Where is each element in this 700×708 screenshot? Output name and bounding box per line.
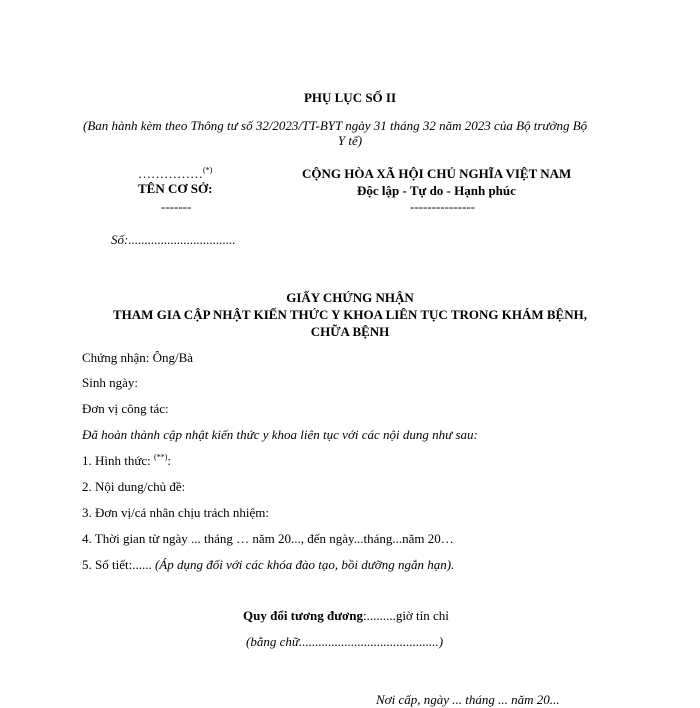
issued-note-line2: Y tế) [337,133,363,148]
field-workplace: Đơn vị công tác: [82,401,169,416]
conversion-words: (bằng chữ...........................................) [246,634,444,649]
field-dob: Sinh ngày: [82,375,138,390]
nation-title: CỘNG HÒA XÃ HỘI CHỦ NGHĨA VIỆT NAM [302,166,572,181]
field-item3: 3. Đơn vị/cá nhân chịu trách nhiệm: [82,505,270,520]
field-item5: 5. Số tiết:...... (Áp dụng đối với các khóa đào tạo, bồi dưỡng ngắn hạn). [82,557,455,572]
certificate-subtitle-line1: THAM GIA CẬP NHẬT KIẾN THỨC Y KHOA LIÊN TỤC TRONG KHÁM BỆNH, [113,307,587,322]
certificate-subtitle-line2: CHỮA BỆNH [310,324,390,339]
field-certify: Chứng nhận: Ông/Bà [82,350,194,365]
note-marker-double-star: (**) [154,452,168,462]
field-completed: Đã hoàn thành cập nhật kiến thức y khoa liên tục với các nội dung như sau: [82,427,478,442]
note-marker-star: (*) [203,165,213,175]
conversion-line [243,608,449,624]
certificate-title: GIẤY CHỨNG NHẬN [286,290,414,305]
conversion-value: :.........giờ tín chỉ [362,608,449,623]
appendix-title: PHỤ LỤC SỐ II [303,90,397,105]
issued-note-line1: (Ban hành kèm theo Thông tư số 32/2023/TT-BYT ngày 31 tháng 32 năm 2023 của Bộ trưởng Bộ [83,118,588,133]
conversion-label: Quy đổi tương đương [243,608,363,623]
facility-dots: ……………(*) [138,165,213,181]
right-divider: --------------- [410,199,475,214]
field-item1: 1. Hình thức: (**): [82,452,171,468]
field-item5-note: (Áp dụng đối với các khóa đào tạo, bồi dưỡng ngắn hạn). [154,557,455,572]
place-date: Nơi cấp, ngày ... tháng ... năm 20... [376,692,560,707]
field-item4: 4. Thời gian từ ngày ... tháng … năm 20..., đến ngày...tháng...năm 20… [82,531,454,546]
facility-label: TÊN CƠ SỞ: [138,181,213,196]
field-item2: 2. Nội dung/chủ đề: [82,479,186,494]
motto: Độc lập - Tự do - Hạnh phúc [357,183,516,198]
document-number: Số:................................. [111,232,236,247]
left-divider: ------- [161,199,192,214]
